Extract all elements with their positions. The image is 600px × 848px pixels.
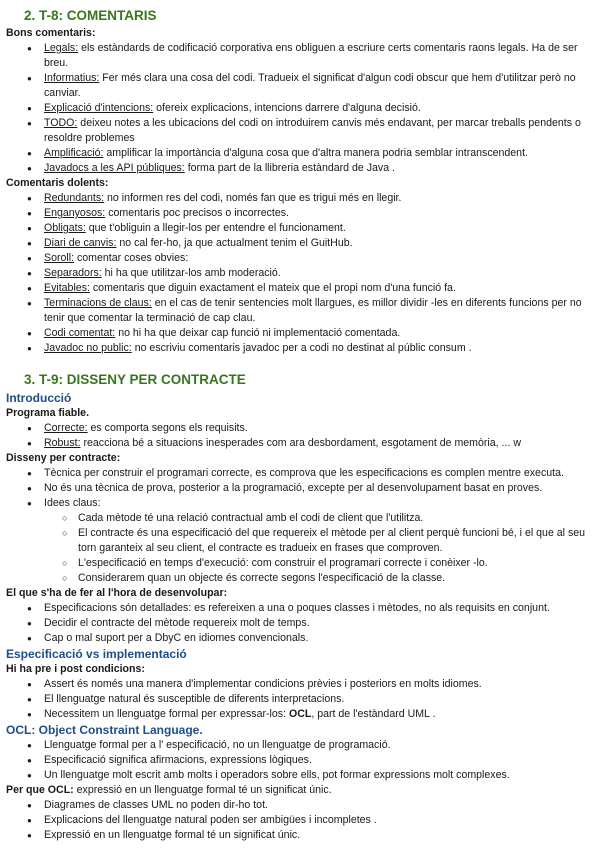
list-item [44, 41, 586, 71]
list-item [44, 101, 586, 116]
list-item [44, 206, 586, 221]
description: deixeu notes a les ubicacions del codi on introduirem canvis més endavant, per marcar treballs pendents o resoldre problemes [44, 117, 581, 144]
description: comentaris que diguin exactament el mateix que el propi nom d'una funció fa. [89, 282, 456, 294]
desenvolupar-list [6, 601, 586, 646]
term: Javadoc no public: [44, 342, 132, 354]
sub-list-item: ○ Cada mètode té una relació contractual amb el codi de client que l'utilitza. [78, 511, 586, 526]
list-item: ● Cap o mal suport per a DbyC en idiomes convencionals. [44, 631, 586, 646]
description: reacciona bé a situacions inesperades com ara desbordament, esgotament de memòria, ... w [80, 437, 521, 449]
programa-fiable-heading: Programa fiable. [6, 407, 90, 419]
section-title-comentaris: 2. T-8: COMENTARIS [24, 8, 157, 23]
subheading-ocl: OCL: Object Constraint Language. [6, 723, 203, 737]
ocl-list [6, 738, 586, 783]
idees-claus-label: Idees claus: [44, 497, 101, 509]
list-item: ● Assert és només una manera d'implementar condicions prèvies i posteriors en molts idiomes. [44, 677, 586, 692]
description: no hi ha que deixar cap funció ni implementació comentada. [115, 327, 401, 339]
description: comentaris poc precisos o incorrectes. [105, 207, 289, 219]
pre-post-list [6, 677, 586, 722]
term: TODO: [44, 117, 78, 129]
term: Codi comentat: [44, 327, 116, 339]
description: forma part de la llibreria estàndard de Java . [184, 162, 395, 174]
list-item: ● Decidir el contracte del mètode requereix molt de temps. [44, 616, 586, 631]
sub-list-item: ○ Considerarem quan un objecte és correcte segons l'especificació de la classe. [78, 571, 586, 586]
term: Evitables: [44, 282, 90, 294]
list-item [44, 71, 586, 101]
text: Necessitem un llenguatge formal per expressar-los: [44, 708, 289, 720]
list-item [44, 421, 586, 436]
description: ofereix explicacions, intencions darrere d'alguna decisió. [153, 102, 421, 114]
disseny-per-contracte-heading: Disseny per contracte: [6, 452, 121, 464]
description: no informen res del codi, només fan que es trigui més en llegir. [104, 192, 402, 204]
list-item: ● El llenguatge natural és susceptible de diferents interpretacions. [44, 692, 586, 707]
description: hi ha que utilitzar-los amb moderació. [101, 267, 281, 279]
text: expressió en un llenguatge formal té un significat únic. [73, 784, 332, 796]
list-item: ● Diagrames de classes UML no poden dir-ho tot. [44, 798, 586, 813]
term: Javadocs a les API públiques: [44, 162, 185, 174]
ocl-emphasis: OCL [288, 708, 312, 720]
section-title-disseny-per-contracte: 3. T-9: DISSENY PER CONTRACTE [24, 372, 246, 387]
description: es comporta segons els requisits. [87, 422, 248, 434]
list-item [44, 146, 586, 161]
list-item: ● Un llenguatge molt escrit amb molts i operadors sobre ells, pot formar expressions molt complexes. [44, 768, 586, 783]
list-item [44, 296, 586, 326]
term: Amplificació: [44, 147, 104, 159]
list-item: ● Explicacions del llenguatge natural poden ser ambigües i incompletes . [44, 813, 586, 828]
description: no cal fer-ho, ja que actualment tenim el GuitHub. [116, 237, 353, 249]
description: que t'obliguin a llegir-los per entendre el funcionament. [85, 222, 346, 234]
term: Robust: [44, 437, 81, 449]
list-item [44, 341, 586, 356]
subheading-especificacio-vs-implementacio: Especificació vs implementació [6, 647, 187, 661]
good-comments-list [6, 41, 586, 176]
term: Legals: [44, 42, 79, 54]
text: , part de l'estàndard UML . [311, 708, 436, 720]
term: Separadors: [44, 267, 102, 279]
sub-list-item: ○ L'especificació en temps d'execució: com construir el programari correcte i conèixer -lo. [78, 556, 586, 571]
term: Enganyosos: [44, 207, 106, 219]
desenvolupar-heading: El que s'ha de fer al l'hora de desenvolupar: [6, 587, 228, 599]
term: Obligats: [44, 222, 86, 234]
list-item [44, 326, 586, 341]
list-item: ● Especificació significa afirmacions, expressions lògiques. [44, 753, 586, 768]
list-item: ● Expressió en un llenguatge formal té un significat únic. [44, 828, 586, 843]
term: Informatius: [44, 72, 100, 84]
description: els estàndards de codificació corporativa ens obliguen a escriure certs comentaris raons legals. Ha de ser breu. [44, 42, 578, 69]
term: Terminacions de claus: [44, 297, 152, 309]
per-que-ocl-heading: Per que OCL: [6, 784, 74, 796]
bad-comments-heading: Comentaris dolents: [6, 177, 109, 189]
list-item [44, 436, 586, 451]
good-comments-heading: Bons comentaris: [6, 27, 96, 39]
term: Explicació d'intencions: [44, 102, 154, 114]
description: en el cas de tenir sentencies molt llargues, es millor dividir -les en diferents funcions per no tenir que comentar la terminació de cap clau. [44, 297, 582, 324]
list-item [44, 707, 586, 722]
disseny-per-contracte-list [6, 466, 586, 586]
description: amplificar la importància d'alguna cosa que d'altra manera podria semblar intranscendent. [103, 147, 528, 159]
programa-fiable-list [6, 421, 586, 451]
list-item [44, 191, 586, 206]
list-item [44, 221, 586, 236]
description: Fer més clara una cosa del codi. Tradueix el significat d'algun codi obscur que hem d'utilitzar però no canviar. [44, 72, 576, 99]
list-item [44, 266, 586, 281]
per-que-ocl-paragraph [6, 783, 586, 798]
description: no escriviu comentaris javadoc per a codi no destinat al públic consum . [131, 342, 472, 354]
per-que-ocl-list [6, 798, 586, 843]
subheading-introduccio: Introducció [6, 391, 72, 405]
list-item [44, 236, 586, 251]
pre-post-heading: Hi ha pre i post condicions: [6, 663, 145, 675]
term: Soroll: [44, 252, 75, 264]
list-item [44, 496, 586, 586]
bad-comments-list [6, 191, 586, 356]
list-item: ● No és una tècnica de prova, posterior a la programació, excepte per al desenvolupament basat en proves. [44, 481, 586, 496]
term: Diari de canvis: [44, 237, 117, 249]
term: Correcte: [44, 422, 88, 434]
idees-claus-list [44, 511, 586, 586]
list-item [44, 251, 586, 266]
list-item [44, 281, 586, 296]
list-item: ● Tècnica per construir el programari correcte, es comprova que les especificacions es complen mentre executa. [44, 466, 586, 481]
list-item [44, 161, 586, 176]
term: Redundants: [44, 192, 105, 204]
list-item: ● Llenguatge formal per a l' especificació, no un llenguatge de programació. [44, 738, 586, 753]
list-item [44, 116, 586, 146]
sub-list-item: ○ El contracte és una especificació del que requereix el mètode per al client perquè funcioni bé, i el que al seu torn garanteix al seu client, el contracte es tradueix en frases que comproven. [78, 526, 586, 556]
list-item: ● Especificacions són detallades: es refereixen a una o poques classes i mètodes, no als requisits en conjunt. [44, 601, 586, 616]
description: comentar coses obvies: [74, 252, 189, 264]
